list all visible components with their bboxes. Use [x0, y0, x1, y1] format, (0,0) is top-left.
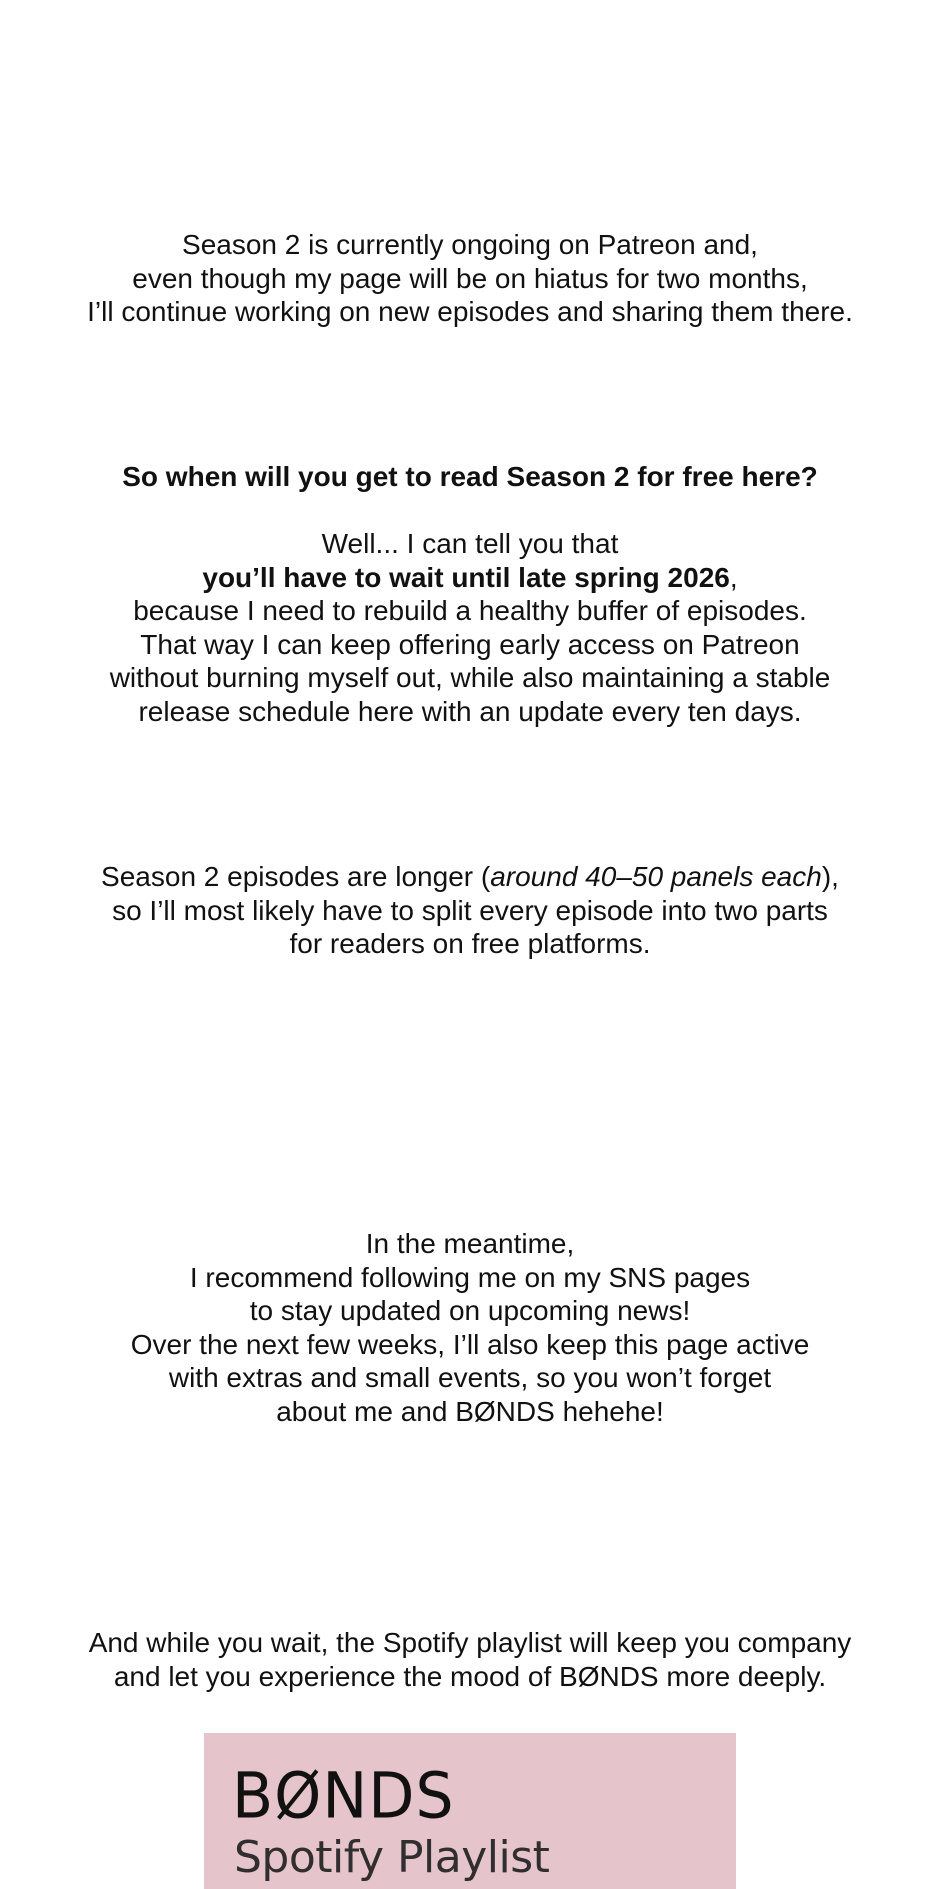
hiatus-notice — [0, 228, 940, 329]
text-line: Over the next few weeks, I’ll also keep this page active — [130, 1328, 810, 1360]
text-line: and let you experience the mood of BØNDS more deeply. — [113, 1660, 827, 1692]
release-date-emphasis: you’ll have to wait until late spring 2026 — [202, 561, 730, 593]
text-line: In the meantime, — [365, 1228, 575, 1259]
text-line: release schedule here with an update every ten days. — [138, 695, 802, 727]
text-line: with extras and small events, so you won’t forget — [168, 1362, 772, 1393]
text-line: I’ll continue working on new episodes and sharing them there. — [87, 296, 853, 327]
text-line: to stay updated on upcoming news! — [249, 1295, 691, 1326]
spacer — [0, 494, 940, 528]
section-heading: So when will you get to read Season 2 for free here? — [122, 461, 818, 492]
spotify-playlist-card[interactable] — [204, 1733, 736, 1889]
text-line: I recommend following me on my SNS pages — [189, 1261, 751, 1293]
playlist-intro — [0, 1626, 940, 1693]
text-line: about me and BØNDS hehehe! — [276, 1395, 664, 1427]
text-line: so I’ll most likely have to split every episode into two parts — [112, 894, 828, 926]
text-line: Season 2 is currently ongoing on Patreon and, — [182, 229, 758, 260]
text-fragment: Season 2 episodes are longer ( — [101, 861, 491, 892]
text-line: Well... I can tell you that — [321, 528, 619, 559]
text-line — [0, 561, 940, 595]
text-line: And while you wait, the Spotify playlist will keep you company — [88, 1627, 852, 1658]
text-line: without burning myself out, while also maintaining a stable — [109, 662, 831, 693]
playlist-subtitle: Spotify Playlist — [234, 1832, 550, 1883]
free-release-section — [0, 460, 940, 728]
episode-length-note — [0, 860, 940, 961]
text-line: for readers on free platforms. — [289, 928, 651, 959]
playlist-title: BØNDS — [232, 1759, 455, 1834]
panel-count-emphasis: around 40–50 panels each — [490, 861, 822, 892]
text-fragment: , — [729, 561, 738, 593]
text-line: That way I can keep offering early access on Patreon — [140, 628, 800, 660]
meantime-note — [0, 1227, 940, 1428]
text-line — [0, 860, 940, 894]
text-fragment: ), — [821, 861, 839, 892]
text-line: because I need to rebuild a healthy buffer of episodes. — [133, 595, 807, 626]
text-line: even though my page will be on hiatus for two months, — [132, 262, 808, 294]
